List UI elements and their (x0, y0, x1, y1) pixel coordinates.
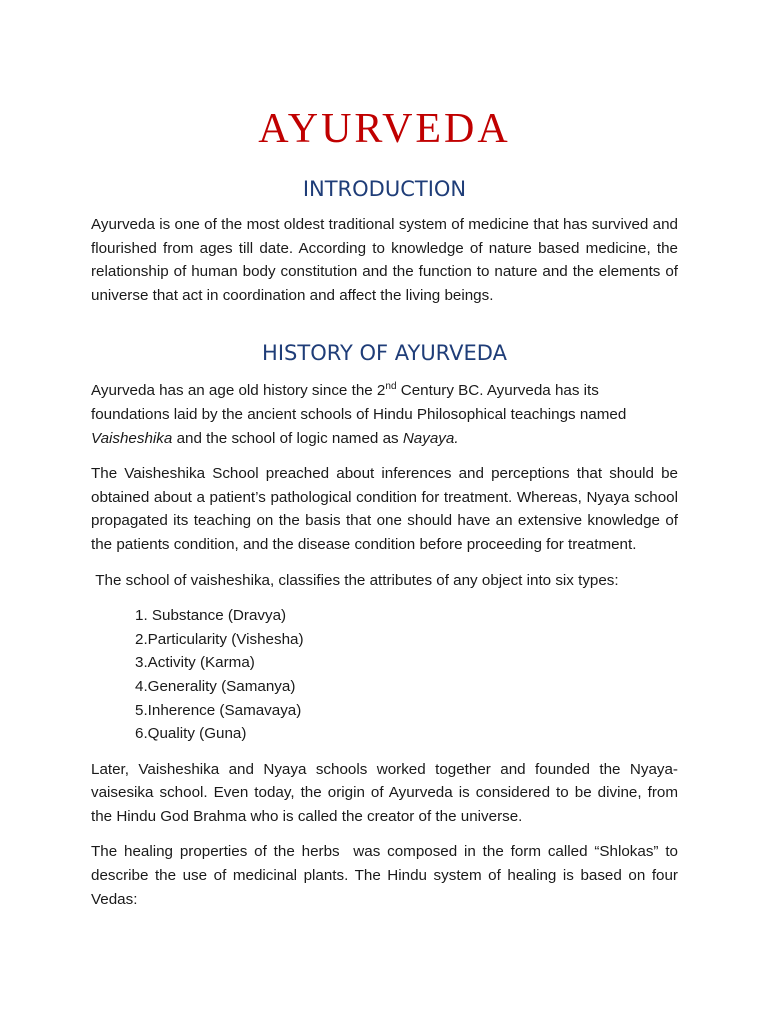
list-item: 5.Inherence (Samavaya) (135, 701, 302, 719)
attributes-list (91, 604, 678, 746)
history-p1-part-b: Century BC. Ayurveda has its foundations laid by the ancient schools of Hindu Philosophical teachings named (91, 382, 627, 423)
history-p1-vaisheshika: Vaisheshika (91, 429, 173, 447)
introduction-heading: INTRODUCTION (302, 177, 467, 201)
history-paragraph-3: The school of vaisheshika, classifies the attributes of any object into six types: (91, 571, 619, 589)
list-item: 6.Quality (Guna) (135, 725, 247, 743)
history-paragraph-4: Later, Vaisheshika and Nyaya schools worked together and founded the Nyaya-vaisesika school. Even today, the origin of Ayurveda is considered to be divine, from the Hindu God Brahma who is called the creator of the universe. (91, 760, 678, 825)
document-title: AYURVEDA (258, 106, 511, 152)
history-paragraph-1 (91, 379, 678, 450)
list-item: 3.Activity (Karma) (135, 654, 255, 672)
list-item: 2.Particularity (Vishesha) (135, 630, 304, 648)
history-paragraph-5: The healing properties of the herbs was composed in the form called “Shlokas” to describe the use of medicinal plants. The Hindu system of healing is based on four Vedas: (91, 843, 683, 908)
history-p1-part-c: and the school of logic named as (172, 429, 403, 447)
history-p1-part-a: Ayurveda has an age old history since the 2 (91, 382, 386, 400)
introduction-paragraph: Ayurveda is one of the most oldest traditional system of medicine that has survived and flourished from ages till date. According to knowledge of nature based medicine, the relationship of human body constitution and the function to nature and the elements of universe that act in coordination and affect the living beings. (91, 216, 678, 304)
list-item: 4.Generality (Samanya) (135, 677, 296, 695)
history-paragraph-2: The Vaisheshika School preached about inferences and perceptions that should be obtained about a patient’s pathological condition for treatment. Whereas, Nyaya school propagated its teaching on the basis that one should have an extensive knowledge of the patients condition, and the disease condition before proceeding for treatment. (91, 465, 678, 553)
history-heading: HISTORY OF AYURVEDA (262, 341, 507, 366)
history-p1-nayaya: Nayaya. (402, 429, 459, 447)
list-item: 1. Substance (Dravya) (135, 607, 287, 625)
history-p1-superscript: nd (385, 381, 397, 393)
